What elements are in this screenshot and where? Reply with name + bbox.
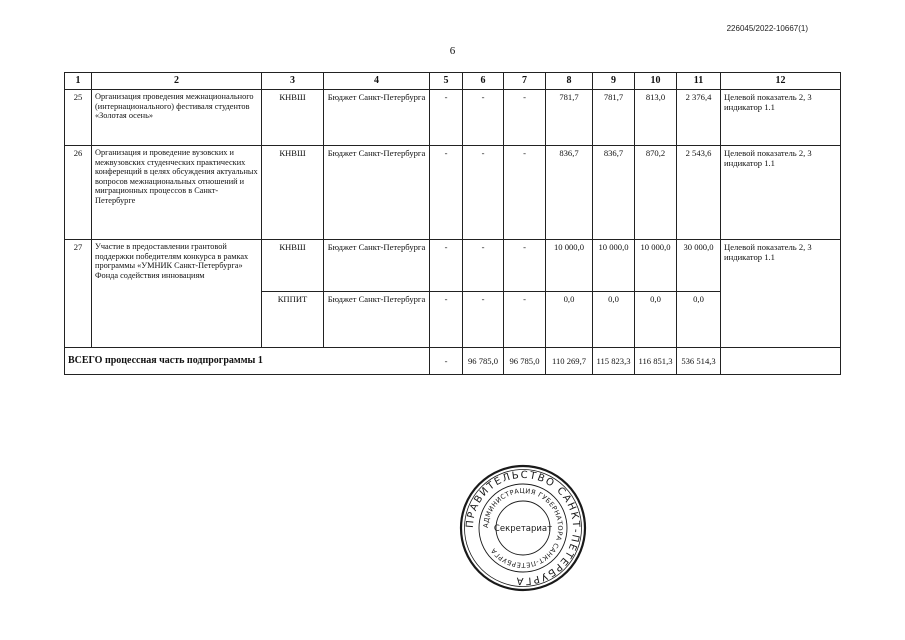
value-cell: - xyxy=(504,292,546,348)
value-cell: - xyxy=(463,240,504,292)
funding-source: Бюджет Санкт-Петербурга xyxy=(324,292,430,348)
event-name: Организация проведения межнационального (интернационального) фестиваля студентов «Золотая осень» xyxy=(92,90,262,146)
program-table xyxy=(64,72,841,375)
table-header-row xyxy=(65,73,841,90)
document-id: 226045/2022-10667(1) xyxy=(726,24,808,33)
empty-cell xyxy=(721,348,841,375)
row-number: 25 xyxy=(65,90,92,146)
value-cell: - xyxy=(430,292,463,348)
executor: КНВШ xyxy=(262,240,324,292)
value-cell: 2 543,6 xyxy=(677,146,721,240)
value-cell: 0,0 xyxy=(677,292,721,348)
row-number: 27 xyxy=(65,240,92,348)
value-cell: 0,0 xyxy=(593,292,635,348)
total-label: ВСЕГО процессная часть подпрограммы 1 xyxy=(65,348,430,375)
column-header: 6 xyxy=(463,73,504,90)
value-cell: 10 000,0 xyxy=(593,240,635,292)
column-header: 9 xyxy=(593,73,635,90)
row-number: 26 xyxy=(65,146,92,240)
value-cell: 836,7 xyxy=(546,146,593,240)
funding-source: Бюджет Санкт-Петербурга xyxy=(324,90,430,146)
value-cell: 110 269,7 xyxy=(546,348,593,375)
column-header: 12 xyxy=(721,73,841,90)
value-cell: 96 785,0 xyxy=(463,348,504,375)
indicator: Целевой показатель 2, 3 индикатор 1.1 xyxy=(721,90,841,146)
column-header: 4 xyxy=(324,73,430,90)
value-cell: 116 851,3 xyxy=(635,348,677,375)
table-row xyxy=(65,240,841,292)
value-cell: - xyxy=(504,90,546,146)
table-row xyxy=(65,146,841,240)
executor: КНВШ xyxy=(262,90,324,146)
value-cell: 536 514,3 xyxy=(677,348,721,375)
official-stamp xyxy=(458,463,588,593)
value-cell: 781,7 xyxy=(546,90,593,146)
value-cell: 10 000,0 xyxy=(635,240,677,292)
event-name: Организация и проведение вузовских и межвузовских студенческих практических конференций в целях обсуждения актуальных вопросов межнациональных отношений и миграционных процессов в Санкт-Петербурге xyxy=(92,146,262,240)
column-header: 2 xyxy=(92,73,262,90)
column-header: 10 xyxy=(635,73,677,90)
stamp-center-text: Секретариат xyxy=(493,524,553,534)
indicator: Целевой показатель 2, 3 индикатор 1.1 xyxy=(721,146,841,240)
column-header: 5 xyxy=(430,73,463,90)
column-header: 11 xyxy=(677,73,721,90)
value-cell: - xyxy=(504,146,546,240)
stamp-outer-text: ПРАВИТЕЛЬСТВО САНКТ-ПЕТЕРБУРГА xyxy=(464,469,582,587)
column-header: 1 xyxy=(65,73,92,90)
stamp-inner-text: АДМИНИСТРАЦИЯ ГУБЕРНАТОРА САНКТ-ПЕТЕРБУРГА xyxy=(481,486,565,570)
value-cell: 0,0 xyxy=(546,292,593,348)
value-cell: 813,0 xyxy=(635,90,677,146)
event-name: Участие в предоставлении грантовой поддержки победителям конкурса в рамках программы «УМНИК Санкт-Петербурга» Фонда содействия инновациям xyxy=(92,240,262,348)
executor: КППИТ xyxy=(262,292,324,348)
value-cell: 10 000,0 xyxy=(546,240,593,292)
value-cell: 836,7 xyxy=(593,146,635,240)
value-cell: 781,7 xyxy=(593,90,635,146)
value-cell: - xyxy=(504,240,546,292)
page-number: 6 xyxy=(449,45,456,57)
value-cell: 96 785,0 xyxy=(504,348,546,375)
value-cell: 870,2 xyxy=(635,146,677,240)
value-cell: 0,0 xyxy=(635,292,677,348)
value-cell: - xyxy=(430,146,463,240)
value-cell: - xyxy=(430,348,463,375)
value-cell: 115 823,3 xyxy=(593,348,635,375)
value-cell: 30 000,0 xyxy=(677,240,721,292)
value-cell: 2 376,4 xyxy=(677,90,721,146)
table-row xyxy=(65,90,841,146)
value-cell: - xyxy=(463,90,504,146)
value-cell: - xyxy=(430,90,463,146)
value-cell: - xyxy=(463,292,504,348)
value-cell: - xyxy=(463,146,504,240)
column-header: 7 xyxy=(504,73,546,90)
funding-source: Бюджет Санкт-Петербурга xyxy=(324,240,430,292)
executor: КНВШ xyxy=(262,146,324,240)
value-cell: - xyxy=(430,240,463,292)
column-header: 3 xyxy=(262,73,324,90)
indicator: Целевой показатель 2, 3 индикатор 1.1 xyxy=(721,240,841,348)
total-row xyxy=(65,348,841,375)
column-header: 8 xyxy=(546,73,593,90)
funding-source: Бюджет Санкт-Петербурга xyxy=(324,146,430,240)
